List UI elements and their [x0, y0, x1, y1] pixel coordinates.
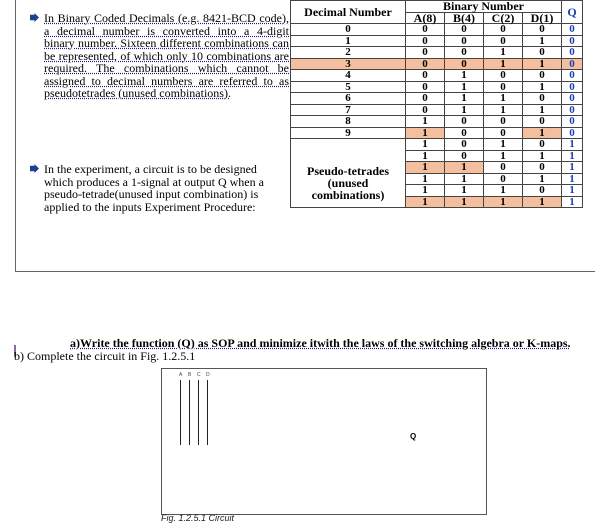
cell-b: 0 [445, 24, 484, 36]
table-row [291, 116, 583, 128]
cell-a: 0 [406, 104, 445, 116]
cell-b: 1 [445, 196, 484, 208]
cell-a: 0 [406, 70, 445, 82]
task-a-text: a)Write the function (Q) as SOP and minimize itwith the laws of the switching algebra or K-maps. [70, 336, 571, 350]
cell-decimal: 7 [291, 104, 406, 116]
cell-b: 0 [445, 116, 484, 128]
cell-a: 0 [406, 58, 445, 70]
header-q: Q [562, 1, 583, 24]
table-row [291, 35, 583, 47]
cell-decimal: 9 [291, 127, 406, 139]
cell-decimal: 0 [291, 24, 406, 36]
cell-b: 0 [445, 150, 484, 162]
cell-q: 1 [562, 196, 583, 208]
cell-c: 0 [484, 35, 523, 47]
cell-q: 0 [562, 47, 583, 59]
cell-b: 1 [445, 70, 484, 82]
cell-b: 1 [445, 173, 484, 185]
cell-d: 1 [523, 173, 562, 185]
cell-c: 1 [484, 47, 523, 59]
cell-c: 1 [484, 185, 523, 197]
cell-d: 1 [523, 104, 562, 116]
input-line-a [180, 380, 181, 445]
output-label-q: Q [410, 432, 417, 441]
bullet-bcd-intro [44, 12, 289, 100]
cell-c: 0 [484, 24, 523, 36]
table-row [291, 58, 583, 70]
cell-q: 0 [562, 127, 583, 139]
input-label-b: B [188, 372, 192, 378]
bcd-truth-table [290, 0, 583, 208]
cell-d: 1 [523, 127, 562, 139]
cell-b: 1 [445, 162, 484, 174]
bullet-experiment-text: In the experiment, a circuit is to be designed which produces a 1-signal at output Q when a pseudo-tetrade(unused input combination) is applied to the inputs Experiment Procedure: [44, 162, 264, 214]
cell-d: 0 [523, 116, 562, 128]
table-row [291, 70, 583, 82]
cell-q: 0 [562, 93, 583, 105]
cell-a: 1 [406, 173, 445, 185]
cell-b: 1 [445, 104, 484, 116]
cell-q: 0 [562, 81, 583, 93]
cell-b: 0 [445, 139, 484, 151]
cell-decimal: 8 [291, 116, 406, 128]
table-row [291, 47, 583, 59]
cell-q: 0 [562, 104, 583, 116]
cell-d: 1 [523, 150, 562, 162]
bullet-arrow-icon [30, 13, 39, 22]
cell-q: 1 [562, 185, 583, 197]
cell-d: 0 [523, 24, 562, 36]
cell-decimal: 4 [291, 70, 406, 82]
cell-q: 1 [562, 139, 583, 151]
header-decimal: Decimal Number [291, 1, 406, 24]
cell-c: 1 [484, 58, 523, 70]
cell-decimal: 5 [291, 81, 406, 93]
table-row [291, 127, 583, 139]
cell-q: 0 [562, 35, 583, 47]
cell-decimal: 1 [291, 35, 406, 47]
cell-a: 1 [406, 116, 445, 128]
header-binary: Binary Number [406, 1, 562, 13]
cell-a: 0 [406, 93, 445, 105]
cell-c: 1 [484, 139, 523, 151]
frame-left-border [15, 0, 16, 271]
cell-decimal: 2 [291, 47, 406, 59]
cell-pseudo-label: Pseudo-tetrades (unused combinations) [291, 139, 406, 208]
cell-a: 0 [406, 81, 445, 93]
cell-q: 0 [562, 58, 583, 70]
circuit-box [161, 368, 487, 515]
cell-a: 1 [406, 127, 445, 139]
cell-b: 0 [445, 35, 484, 47]
cell-d: 0 [523, 139, 562, 151]
cell-decimal: 6 [291, 93, 406, 105]
cell-q: 0 [562, 70, 583, 82]
cell-a: 0 [406, 35, 445, 47]
cell-c: 0 [484, 162, 523, 174]
cell-b: 0 [445, 127, 484, 139]
frame-bottom-border [15, 271, 595, 272]
cell-d: 0 [523, 185, 562, 197]
input-label-a: A [179, 372, 183, 378]
bullet-arrow-icon [30, 164, 39, 173]
cell-a: 0 [406, 24, 445, 36]
header-c: C(2) [484, 12, 523, 24]
cell-c: 0 [484, 70, 523, 82]
cell-d: 0 [523, 93, 562, 105]
cell-c: 1 [484, 150, 523, 162]
cell-c: 0 [484, 127, 523, 139]
cell-q: 0 [562, 24, 583, 36]
cell-q: 1 [562, 173, 583, 185]
cell-decimal: 3 [291, 58, 406, 70]
table-row [291, 81, 583, 93]
cell-b: 0 [445, 47, 484, 59]
cell-c: 1 [484, 104, 523, 116]
cell-b: 1 [445, 93, 484, 105]
header-a: A(8) [406, 12, 445, 24]
cell-a: 1 [406, 196, 445, 208]
cell-b: 1 [445, 81, 484, 93]
cell-b: 1 [445, 185, 484, 197]
header-b: B(4) [445, 12, 484, 24]
cell-d: 1 [523, 196, 562, 208]
cell-d: 1 [523, 35, 562, 47]
table-row [291, 93, 583, 105]
cell-q: 1 [562, 162, 583, 174]
cell-d: 0 [523, 47, 562, 59]
table-row [291, 139, 583, 151]
input-line-c [198, 380, 199, 445]
figure-caption: Fig. 1.2.5.1 Circuit [161, 513, 235, 523]
cell-c: 0 [484, 116, 523, 128]
cell-d: 1 [523, 58, 562, 70]
cell-c: 0 [484, 173, 523, 185]
cell-c: 1 [484, 93, 523, 105]
table-row [291, 104, 583, 116]
input-line-d [207, 380, 208, 445]
input-label-d: D [206, 372, 210, 378]
table-row [291, 24, 583, 36]
bullet-experiment [44, 163, 289, 213]
cell-a: 1 [406, 139, 445, 151]
cell-c: 0 [484, 81, 523, 93]
cell-d: 1 [523, 81, 562, 93]
header-d: D(1) [523, 12, 562, 24]
task-b: b) Complete the circuit in Fig. 1.2.5.1 [14, 349, 196, 363]
cell-q: 0 [562, 116, 583, 128]
cell-q: 1 [562, 150, 583, 162]
input-label-c: C [197, 372, 201, 378]
cell-a: 1 [406, 185, 445, 197]
input-line-b [189, 380, 190, 445]
cell-b: 0 [445, 58, 484, 70]
bullet-bcd-intro-text: In Binary Coded Decimals (e.g. 8421-BCD code), a decimal number is converted into a 4-digit binary number. Sixteen different combinations can be represented, of which only 10 combinations are required. The combinations which cannot be assigned to decimal numbers are referred to as pseudotetrades (unused combinations). [44, 11, 289, 100]
cell-c: 1 [484, 196, 523, 208]
cell-a: 1 [406, 162, 445, 174]
cell-a: 1 [406, 150, 445, 162]
cell-d: 0 [523, 162, 562, 174]
cell-d: 0 [523, 70, 562, 82]
cell-a: 0 [406, 47, 445, 59]
